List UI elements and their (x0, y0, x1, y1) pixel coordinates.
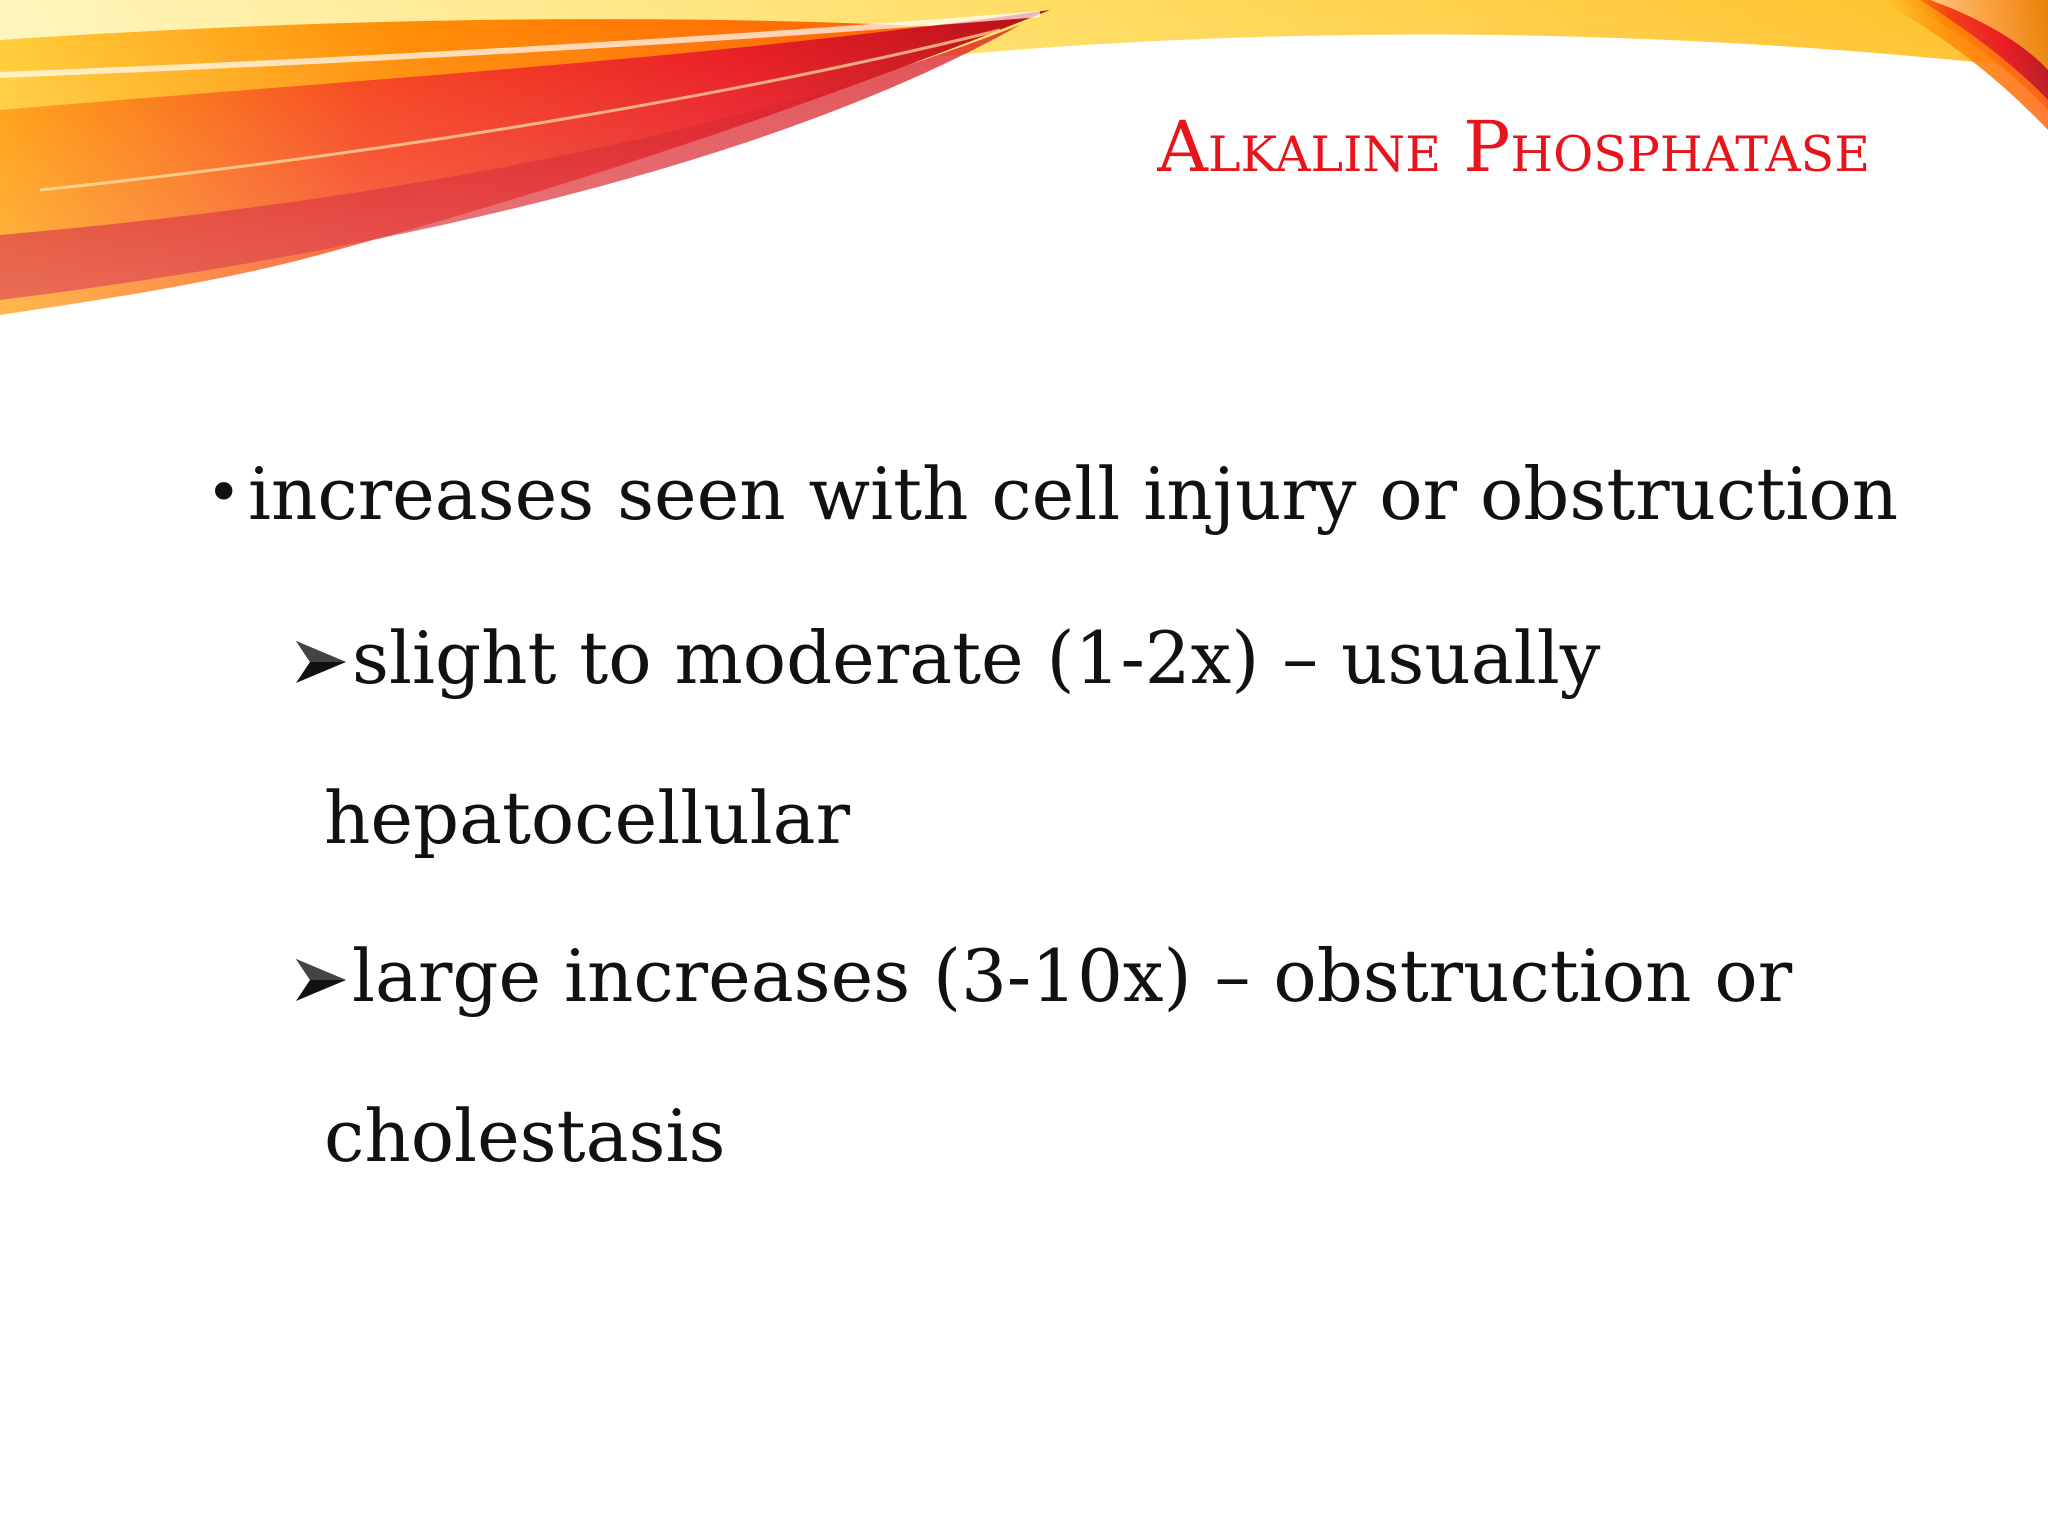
arrowhead-bullet-icon (292, 637, 350, 687)
sub-bullet-2-text: large increases (3-10x) – obstruction or (352, 934, 1793, 1018)
sub-bullet-1 (292, 616, 1601, 700)
bullet-dot-icon: • (206, 458, 242, 528)
arrowhead-bullet-icon (292, 955, 350, 1005)
sub-bullet-1-continuation: hepatocellular (324, 776, 851, 860)
sub-bullet-1-text: slight to moderate (1-2x) – usually (352, 616, 1601, 700)
main-bullet (206, 452, 1899, 536)
sub-bullet-2-continuation: cholestasis (324, 1094, 726, 1178)
main-bullet-text: increases seen with cell injury or obstruction (248, 452, 1899, 536)
sub-bullet-2 (292, 934, 1793, 1018)
slide-title: Alkaline Phosphatase (1157, 106, 1870, 188)
